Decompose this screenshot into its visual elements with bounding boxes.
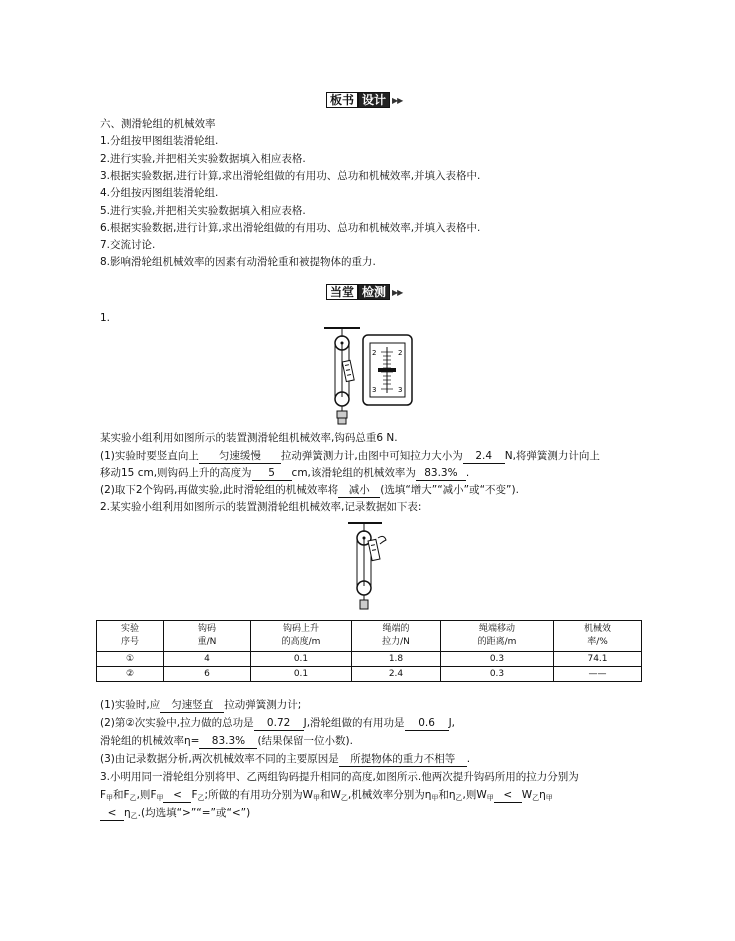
answer-blank: 2.4 <box>463 449 505 464</box>
table-cell: 2.4 <box>352 667 441 682</box>
table-header-cell <box>97 621 164 652</box>
board-line: 4.分组按丙图组装滑轮组. <box>100 187 219 200</box>
answer-blank: 减小 <box>338 483 380 498</box>
table-cell: 6 <box>164 667 251 682</box>
q3-line1: 3.小明用同一滑轮组分别将甲、乙两组钩码提升相同的高度,如图所示.他两次提升钩码所用的拉力分别为 <box>100 771 579 783</box>
answer-blank: 0.6 <box>405 716 449 731</box>
q1-part2: (2)取下2个钩码,再做实验,此时滑轮组的机械效率将 减小 (选填“增大”“减小”或“不变”). <box>100 484 519 496</box>
table-cell: ① <box>97 652 164 667</box>
data-table <box>96 620 642 682</box>
table-header-text: 绳端移动 的距离/m <box>477 624 517 647</box>
board-design-banner <box>326 92 402 108</box>
table-cell: 4 <box>164 652 251 667</box>
q2-answer1: (1)实验时,应 匀速竖直 拉动弹簧测力计; <box>100 699 302 711</box>
arrow-icon: ▶▶ <box>392 287 403 297</box>
check-banner <box>326 284 402 300</box>
table-header-cell <box>352 621 441 652</box>
answer-blank: 5 <box>252 466 292 481</box>
table-header-cell <box>251 621 352 652</box>
pulley-figure-1 <box>318 325 418 427</box>
answer-blank: < <box>100 806 124 821</box>
banner-right-text: 设计 <box>358 92 390 108</box>
board-line: 1.分组按甲图组装滑轮组. <box>100 135 219 148</box>
scale-tick-label: 3 <box>398 386 403 394</box>
q3-line2: $F_甲$和$F_乙$,则$F_甲 < F_乙$;所做的有用功分别为$W_甲$和$W_乙$,机械效率分别为$\eta_甲$和$\eta_乙$,则$W_甲 < W_乙\eta_甲$ <box>100 789 553 802</box>
answer-blank: 匀速缓慢 <box>199 449 281 464</box>
table-header-cell <box>554 621 642 652</box>
table-cell: 0.1 <box>251 667 352 682</box>
answer-blank: 匀速竖直 <box>160 698 224 713</box>
answer-blank: 所提物体的重力不相等 <box>339 752 467 767</box>
banner-left-text: 板书 <box>326 92 358 108</box>
board-line: 6.根据实验数据,进行计算,求出滑轮组做的有用功、总功和机械效率,并填入表格中. <box>100 221 481 234</box>
board-line: 8.影响滑轮组机械效率的因素有动滑轮重和被提物体的重力. <box>100 256 376 269</box>
answer-blank: 0.72 <box>254 716 304 731</box>
board-line: 7.交流讨论. <box>100 239 156 252</box>
answer-blank: < <box>163 788 191 803</box>
table-cell: —— <box>554 667 642 682</box>
q1-part1-line2: 移动15 cm,则钩码上升的高度为 5 cm,该滑轮组的机械效率为 83.3% . <box>100 467 470 479</box>
scale-tick-label: 2 <box>398 349 403 357</box>
table-row <box>97 652 642 667</box>
answer-blank: < <box>494 788 522 803</box>
answer-blank: 83.3% <box>199 734 257 749</box>
table-header-text: 钩码 重/N <box>197 624 217 647</box>
q1-part1-line1: (1)实验时要竖直向上 匀速缓慢 拉动弹簧测力计,由图中可知拉力大小为 2.4 N,将弹簧测力计向上 <box>100 450 600 462</box>
board-line: 2.进行实验,并把相关实验数据填入相应表格. <box>100 152 306 165</box>
board-line: 3.根据实验数据,进行计算,求出滑轮组做的有用功、总功和机械效率,并填入表格中. <box>100 169 481 182</box>
q1-stem: 某实验小组利用如图所示的装置测滑轮组机械效率,钩码总重6 N. <box>100 432 398 444</box>
q2-stem: 2.某实验小组利用如图所示的装置测滑轮组机械效率,记录数据如下表: <box>100 501 422 513</box>
table-cell: ② <box>97 667 164 682</box>
answer-blank: 83.3% <box>416 466 466 481</box>
table-cell: 1.8 <box>352 652 441 667</box>
table-cell: 0.3 <box>441 667 554 682</box>
q2-answer2-line1: (2)第②次实验中,拉力做的总功是 0.72 J,滑轮组做的有用功是 0.6 J, <box>100 717 455 729</box>
table-header-text: 实验 序号 <box>120 624 139 647</box>
scale-tick-label: 2 <box>372 349 377 357</box>
q2-answer2-line2: 滑轮组的机械效率η= 83.3% (结果保留一位小数). <box>100 735 353 747</box>
banner-left-text: 当堂 <box>326 284 358 300</box>
table-header-row <box>97 621 642 652</box>
board-line: 5.进行实验,并把相关实验数据填入相应表格. <box>100 204 306 217</box>
table-header-text: 钩码上升 的高度/m <box>281 624 321 647</box>
q3-line3: < $\eta_乙$.(均选填“>”“=”或“<”) <box>100 806 250 823</box>
table-cell: 0.3 <box>441 652 554 667</box>
banner-right-text: 检测 <box>358 284 390 300</box>
table-cell: 74.1 <box>554 652 642 667</box>
table-cell: 0.1 <box>251 652 352 667</box>
table-row <box>97 667 642 682</box>
table-header-cell <box>441 621 554 652</box>
board-line: 六、测滑轮组的机械效率 <box>100 118 216 130</box>
table-header-cell <box>164 621 251 652</box>
table-header-text: 机械效 率/% <box>583 624 611 647</box>
q1-number: 1. <box>100 312 111 324</box>
arrow-icon: ▶▶ <box>392 95 403 105</box>
table-header-text: 绳端的 拉力/N <box>382 624 410 647</box>
pulley-figure-2 <box>340 520 400 612</box>
scale-tick-label: 3 <box>372 386 377 394</box>
q2-answer3: (3)由记录数据分析,两次机械效率不同的主要原因是 所提物体的重力不相等 . <box>100 753 471 765</box>
